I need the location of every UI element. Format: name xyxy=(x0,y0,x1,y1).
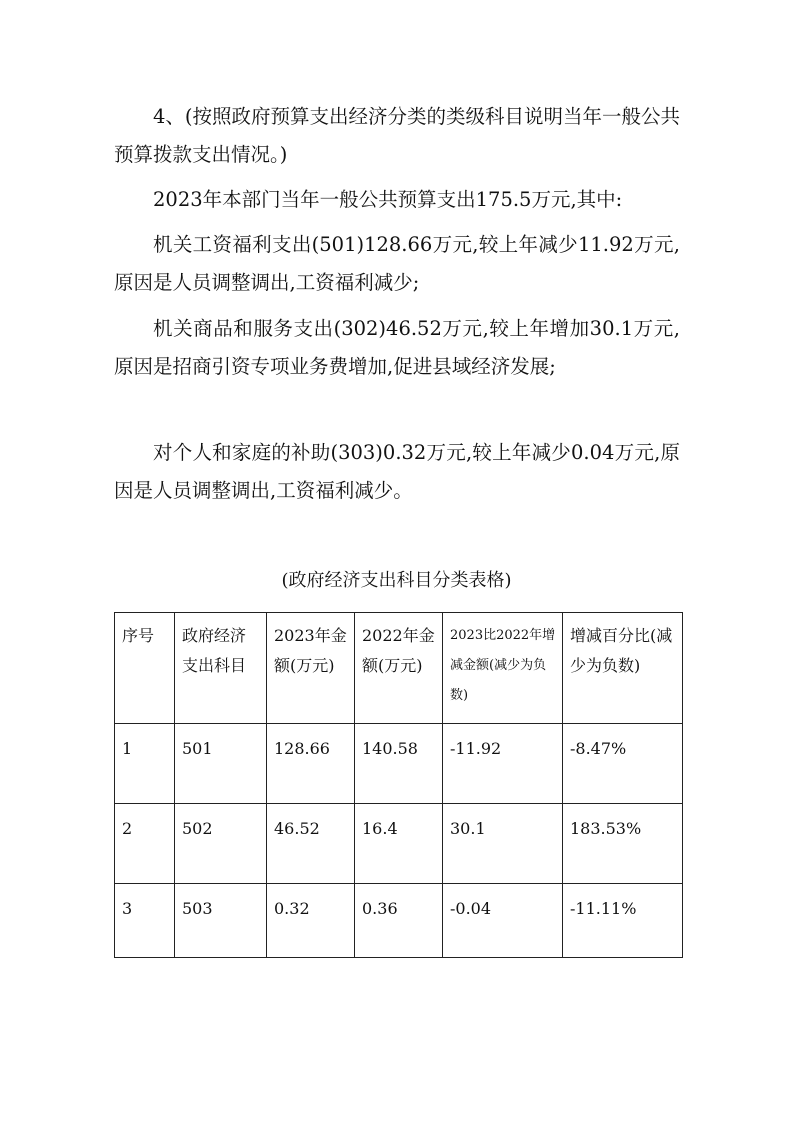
paragraph-3: 机关工资福利支出(501)128.66万元,较上年减少11.92万元,原因是人员调整调出,工资福利减少; xyxy=(114,233,680,294)
header-cell: 2023比2022年增减金额(减少为负数) xyxy=(443,613,563,724)
table-cell: 502 xyxy=(175,804,267,884)
header-cell: 政府经济支出科目 xyxy=(175,613,267,724)
table-cell: 46.52 xyxy=(267,804,355,884)
table-cell: 30.1 xyxy=(443,804,563,884)
paragraph-1: 4、(按照政府预算支出经济分类的类级科目说明当年一般公共预算拨款支出情况。) xyxy=(114,105,681,166)
table-cell: 140.58 xyxy=(355,724,443,804)
header-cell: 2022年金额(万元) xyxy=(355,613,443,724)
table-cell: 0.32 xyxy=(267,884,355,958)
table-row xyxy=(115,884,683,958)
paragraph-2: 2023年本部门当年一般公共预算支出175.5万元,其中: xyxy=(153,188,623,211)
table-cell: 2 xyxy=(115,804,175,884)
table-row xyxy=(115,724,683,804)
table-caption: (政府经济支出科目分类表格) xyxy=(281,570,512,591)
paragraph-4: 机关商品和服务支出(302)46.52万元,较上年增加30.1万元,原因是招商引资专项业务费增加,促进县域经济发展; xyxy=(114,317,680,378)
table-cell: -0.04 xyxy=(443,884,563,958)
header-cell: 增减百分比(减少为负数) xyxy=(563,613,683,724)
table-cell: 183.53% xyxy=(563,804,683,884)
paragraph-5: 对个人和家庭的补助(303)0.32万元,较上年减少0.04万元,原因是人员调整调出,工资福利减少。 xyxy=(114,441,680,502)
table-cell: 1 xyxy=(115,724,175,804)
header-cell: 序号 xyxy=(115,613,175,724)
table-cell: 503 xyxy=(175,884,267,958)
table-row xyxy=(115,804,683,884)
header-cell: 2023年金额(万元) xyxy=(267,613,355,724)
table-cell: -11.92 xyxy=(443,724,563,804)
table-cell: 501 xyxy=(175,724,267,804)
table-cell: -11.11% xyxy=(563,884,683,958)
table-cell: 16.4 xyxy=(355,804,443,884)
table-header-row xyxy=(115,613,683,724)
table-cell: 3 xyxy=(115,884,175,958)
table-cell: 128.66 xyxy=(267,724,355,804)
expenditure-table xyxy=(114,612,683,958)
table-cell: 0.36 xyxy=(355,884,443,958)
table-cell: -8.47% xyxy=(563,724,683,804)
